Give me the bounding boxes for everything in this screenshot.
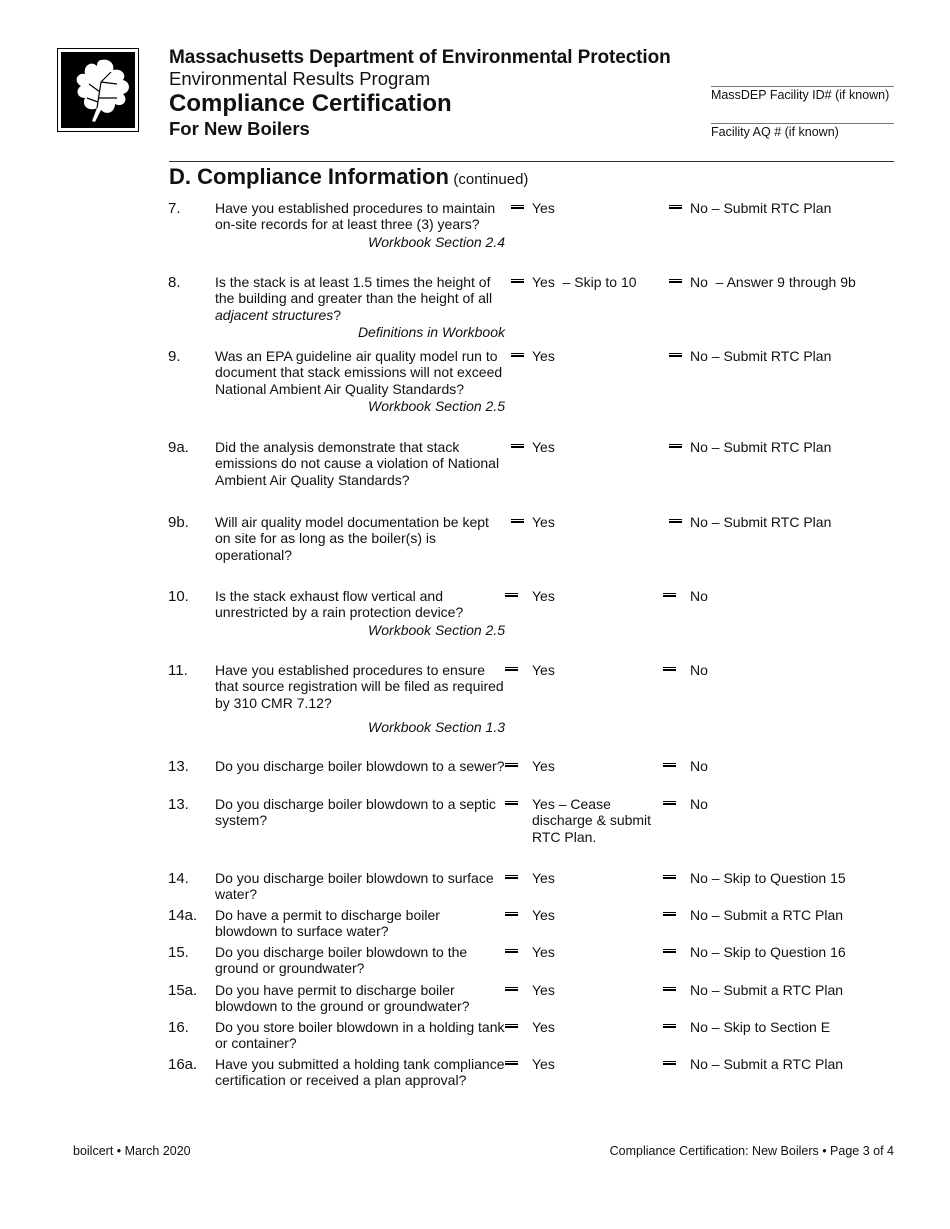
- no-checkbox[interactable]: [663, 667, 676, 671]
- question-text: Do you store boiler blowdown in a holding tank or container?: [215, 1019, 505, 1052]
- yes-option-label: Yes – Cease discharge & submit RTC Plan.: [532, 796, 652, 845]
- document-subtitle: For New Boilers: [169, 117, 310, 139]
- workbook-reference: Definitions in Workbook: [357, 324, 505, 341]
- footer-page-info: Compliance Certification: New Boilers • Page 3 of 4: [609, 1144, 894, 1158]
- section-continued: (continued): [453, 171, 529, 188]
- question-number: 13.: [168, 758, 189, 775]
- no-option-label: No: [690, 662, 708, 678]
- question-text: Do you discharge boiler blowdown to surface water?: [215, 870, 494, 903]
- question-number: 14.: [168, 870, 189, 887]
- question-number: 9b.: [168, 514, 189, 531]
- section-title: D. Compliance Information: [169, 164, 449, 189]
- yes-option-label: Yes: [532, 348, 555, 364]
- document-title: Compliance Certification: [169, 89, 452, 117]
- workbook-reference: Workbook Section 1.3: [368, 719, 505, 736]
- question-text: Have you submitted a holding tank compliance certification or received a plan approval?: [215, 1056, 505, 1089]
- yes-option-label: Yes: [532, 870, 555, 886]
- yes-option-label: Yes: [532, 982, 555, 998]
- facility-aq-field[interactable]: [711, 123, 894, 139]
- no-checkbox[interactable]: [663, 763, 676, 767]
- no-checkbox[interactable]: [663, 912, 676, 916]
- massdep-logo: [57, 48, 139, 132]
- question-text: Do you discharge boiler blowdown to the ground or groundwater?: [215, 944, 468, 977]
- yes-checkbox[interactable]: [505, 949, 518, 953]
- question-text: Is the stack exhaust flow vertical and unrestricted by a rain protection device? Workbook Section 2.5: [215, 588, 505, 638]
- question-text: Did the analysis demonstrate that stack emissions do not cause a violation of National Ambient Air Quality Standards?: [215, 439, 500, 488]
- no-option-label: No – Submit RTC Plan: [690, 348, 832, 364]
- question-number: 7.: [168, 200, 181, 217]
- no-checkbox[interactable]: [663, 987, 676, 991]
- no-checkbox[interactable]: [663, 1061, 676, 1065]
- question-text: Is the stack is at least 1.5 times the height of the building and greater than the height of all adjacent structures? Definitions in Workbook: [215, 274, 505, 341]
- yes-option-label: Yes: [532, 907, 555, 923]
- program-name: Environmental Results Program: [169, 68, 431, 89]
- oak-leaf-icon: [61, 52, 135, 128]
- yes-option-label: Yes: [532, 1056, 555, 1072]
- no-option-label: No – Submit a RTC Plan: [690, 1056, 844, 1072]
- yes-checkbox[interactable]: [511, 205, 524, 209]
- workbook-reference: Workbook Section 2.5: [368, 398, 505, 415]
- yes-checkbox[interactable]: [505, 1061, 518, 1065]
- yes-option-label: Yes: [532, 514, 555, 530]
- document-header: [169, 48, 671, 138]
- question-number: 16.: [168, 1019, 189, 1036]
- yes-checkbox[interactable]: [505, 667, 518, 671]
- question-number: 11.: [168, 662, 188, 679]
- no-option-label: No: [690, 588, 708, 604]
- no-option-label: No – Submit a RTC Plan: [690, 982, 844, 998]
- yes-option-label: Yes – Skip to 10: [532, 274, 637, 290]
- question-text: Have you established procedures to maintain on-site records for at least three (3) years? Workbook Section 2.4: [215, 200, 505, 250]
- no-checkbox[interactable]: [669, 519, 682, 523]
- question-number: 14a.: [168, 907, 198, 924]
- workbook-reference: Workbook Section 2.4: [368, 233, 505, 250]
- facility-id-label: MassDEP Facility ID# (if known): [711, 88, 890, 102]
- question-number: 10.: [168, 588, 189, 605]
- yes-checkbox[interactable]: [505, 875, 518, 879]
- no-option-label: No – Answer 9 through 9b: [690, 274, 856, 290]
- yes-option-label: Yes: [532, 944, 555, 960]
- yes-option-label: Yes: [532, 200, 555, 216]
- question-number: 15.: [168, 944, 189, 961]
- question-number: 9a.: [168, 439, 189, 456]
- no-checkbox[interactable]: [663, 593, 676, 597]
- question-text: Do you have permit to discharge boiler blowdown to the ground or groundwater?: [215, 982, 470, 1015]
- section-heading: [169, 164, 528, 190]
- question-number: 9.: [168, 348, 181, 365]
- yes-checkbox[interactable]: [505, 801, 518, 805]
- no-option-label: No – Submit RTC Plan: [690, 200, 832, 216]
- footer-form-id: boilcert • March 2020: [73, 1144, 191, 1158]
- yes-checkbox[interactable]: [505, 987, 518, 991]
- yes-option-label: Yes: [532, 662, 555, 678]
- no-option-label: No – Submit a RTC Plan: [690, 907, 844, 923]
- yes-checkbox[interactable]: [505, 593, 518, 597]
- yes-option-label: Yes: [532, 758, 555, 774]
- facility-aq-label: Facility AQ # (if known): [711, 125, 839, 139]
- yes-checkbox[interactable]: [511, 353, 524, 357]
- yes-checkbox[interactable]: [511, 444, 524, 448]
- no-checkbox[interactable]: [669, 279, 682, 283]
- yes-checkbox[interactable]: [511, 279, 524, 283]
- question-text: Do have a permit to discharge boiler blowdown to surface water?: [215, 907, 440, 940]
- yes-checkbox[interactable]: [505, 912, 518, 916]
- question-text: Was an EPA guideline air quality model run to document that stack emissions will not exceed National Ambient Air Quality Standards? Workbook Section 2.5: [215, 348, 505, 415]
- no-checkbox[interactable]: [663, 1024, 676, 1028]
- yes-checkbox[interactable]: [505, 763, 518, 767]
- yes-checkbox[interactable]: [505, 1024, 518, 1028]
- no-checkbox[interactable]: [669, 444, 682, 448]
- question-text: Will air quality model documentation be kept on site for as long as the boiler(s) is operational?: [215, 514, 489, 563]
- no-checkbox[interactable]: [663, 875, 676, 879]
- no-option-label: No: [690, 796, 708, 812]
- no-checkbox[interactable]: [669, 353, 682, 357]
- facility-id-field[interactable]: [711, 86, 894, 102]
- no-option-label: No – Submit RTC Plan: [690, 514, 832, 530]
- agency-name: Massachusetts Department of Environmental Protection: [169, 47, 671, 68]
- yes-option-label: Yes: [532, 439, 555, 455]
- yes-option-label: Yes: [532, 588, 555, 604]
- no-option-label: No – Skip to Question 16: [690, 944, 846, 960]
- workbook-reference: Workbook Section 2.5: [368, 621, 505, 638]
- no-option-label: No – Skip to Section E: [690, 1019, 831, 1035]
- yes-option-label: Yes: [532, 1019, 555, 1035]
- question-text: Do you discharge boiler blowdown to a septic system?: [215, 796, 496, 829]
- no-option-label: No – Submit RTC Plan: [690, 439, 832, 455]
- question-number: 15a.: [168, 982, 198, 999]
- question-number: 13.: [168, 796, 189, 813]
- no-checkbox[interactable]: [663, 949, 676, 953]
- no-option-label: No – Skip to Question 15: [690, 870, 846, 886]
- no-option-label: No: [690, 758, 708, 774]
- question-number: 8.: [168, 274, 181, 291]
- question-number: 16a.: [168, 1056, 198, 1073]
- no-checkbox[interactable]: [663, 801, 676, 805]
- question-text: Have you established procedures to ensure that source registration will be filed as required by 310 CMR 7.12? Workbook Section 1.3: [215, 662, 505, 736]
- header-divider: [169, 161, 894, 162]
- question-text: Do you discharge boiler blowdown to a sewer?: [215, 758, 505, 774]
- no-checkbox[interactable]: [669, 205, 682, 209]
- yes-checkbox[interactable]: [511, 519, 524, 523]
